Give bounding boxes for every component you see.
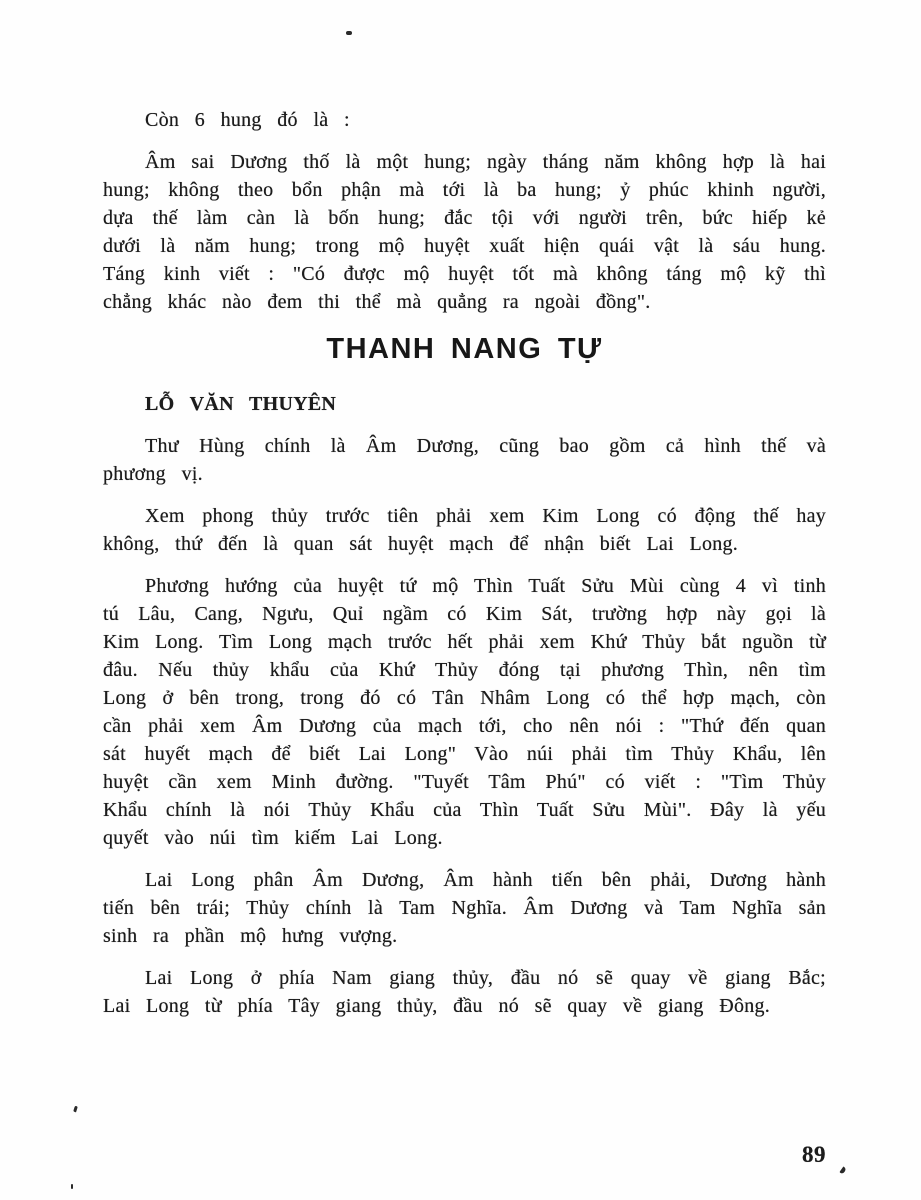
text-column [103,106,826,1034]
section-title: THANH NANG TỰ [326,333,603,365]
scan-speck [71,1184,73,1189]
paragraph: Thư Hùng chính là Âm Dương, cũng bao gồm cả hình thế và phương vị. [103,435,826,485]
paragraph: Lai Long ở phía Nam giang thủy, đầu nó sẽ quay về giang Bắc; Lai Long từ phía Tây giang thủy, đầu nó sẽ quay về giang Đông. [103,967,826,1017]
paragraph: Lai Long phân Âm Dương, Âm hành tiến bên phải, Dương hành tiến bên trái; Thủy chính là Tam Nghĩa. Âm Dương và Tam Nghĩa sản sinh ra phần mộ hưng vượng. [103,869,826,947]
page-number: 89 [802,1142,826,1167]
paragraph: Phương hướng của huyệt tứ mộ Thìn Tuất Sửu Mùi cùng 4 vì tinh tú Lâu, Cang, Ngưu, Quỉ ngầm có Kim Sát, trường hợp này gọi là Kim Long. Tìm Long mạch trước hết phải xem Khứ Thủy bắt nguồn từ đâu. Nếu thủy khẩu của Khứ Thủy đóng tại phương Thìn, nên tìm Long ở bên trong, trong đó có Tân Nhâm Long có thể hợp mạch, còn cần phải xem Âm Dương của mạch tới, cho nên nói : "Thứ đến quan sát huyết mạch để biết Lai Long" Vào núi phải tìm Thủy Khẩu, lên huyệt cần xem Minh đường. "Tuyết Tâm Phú" có viết : "Tìm Thủy Khẩu chính là nói Thủy Khẩu của Thìn Tuất Sửu Mùi". Đây là yếu quyết vào núi tìm kiếm Lai Long. [103,575,826,849]
intro-lead-line: Còn 6 hung đó là : [145,109,350,131]
scan-speck [839,1166,846,1174]
scan-speck [73,1106,78,1113]
section-author: LỖ VĂN THUYÊN [145,393,337,415]
paragraph: Xem phong thủy trước tiên phải xem Kim Long có động thế hay không, thứ đến là quan sát huyệt mạch để nhận biết Lai Long. [103,505,826,555]
intro-paragraph: Âm sai Dương thố là một hung; ngày tháng năm không hợp là hai hung; không theo bổn phận mà tới là ba hung; ỷ phúc khinh người, dựa thế làm càn là bốn hung; đắc tội với người trên, bức hiếp kẻ dưới là năm hung; trong mộ huyệt xuất hiện quái vật là sáu hung. Táng kinh viết : "Có được mộ huyệt tốt mà không táng mộ kỹ thì chẳng khác nào đem thi thể mà quẳng ra ngoài đồng". [103,151,826,313]
scan-speck [346,31,352,35]
